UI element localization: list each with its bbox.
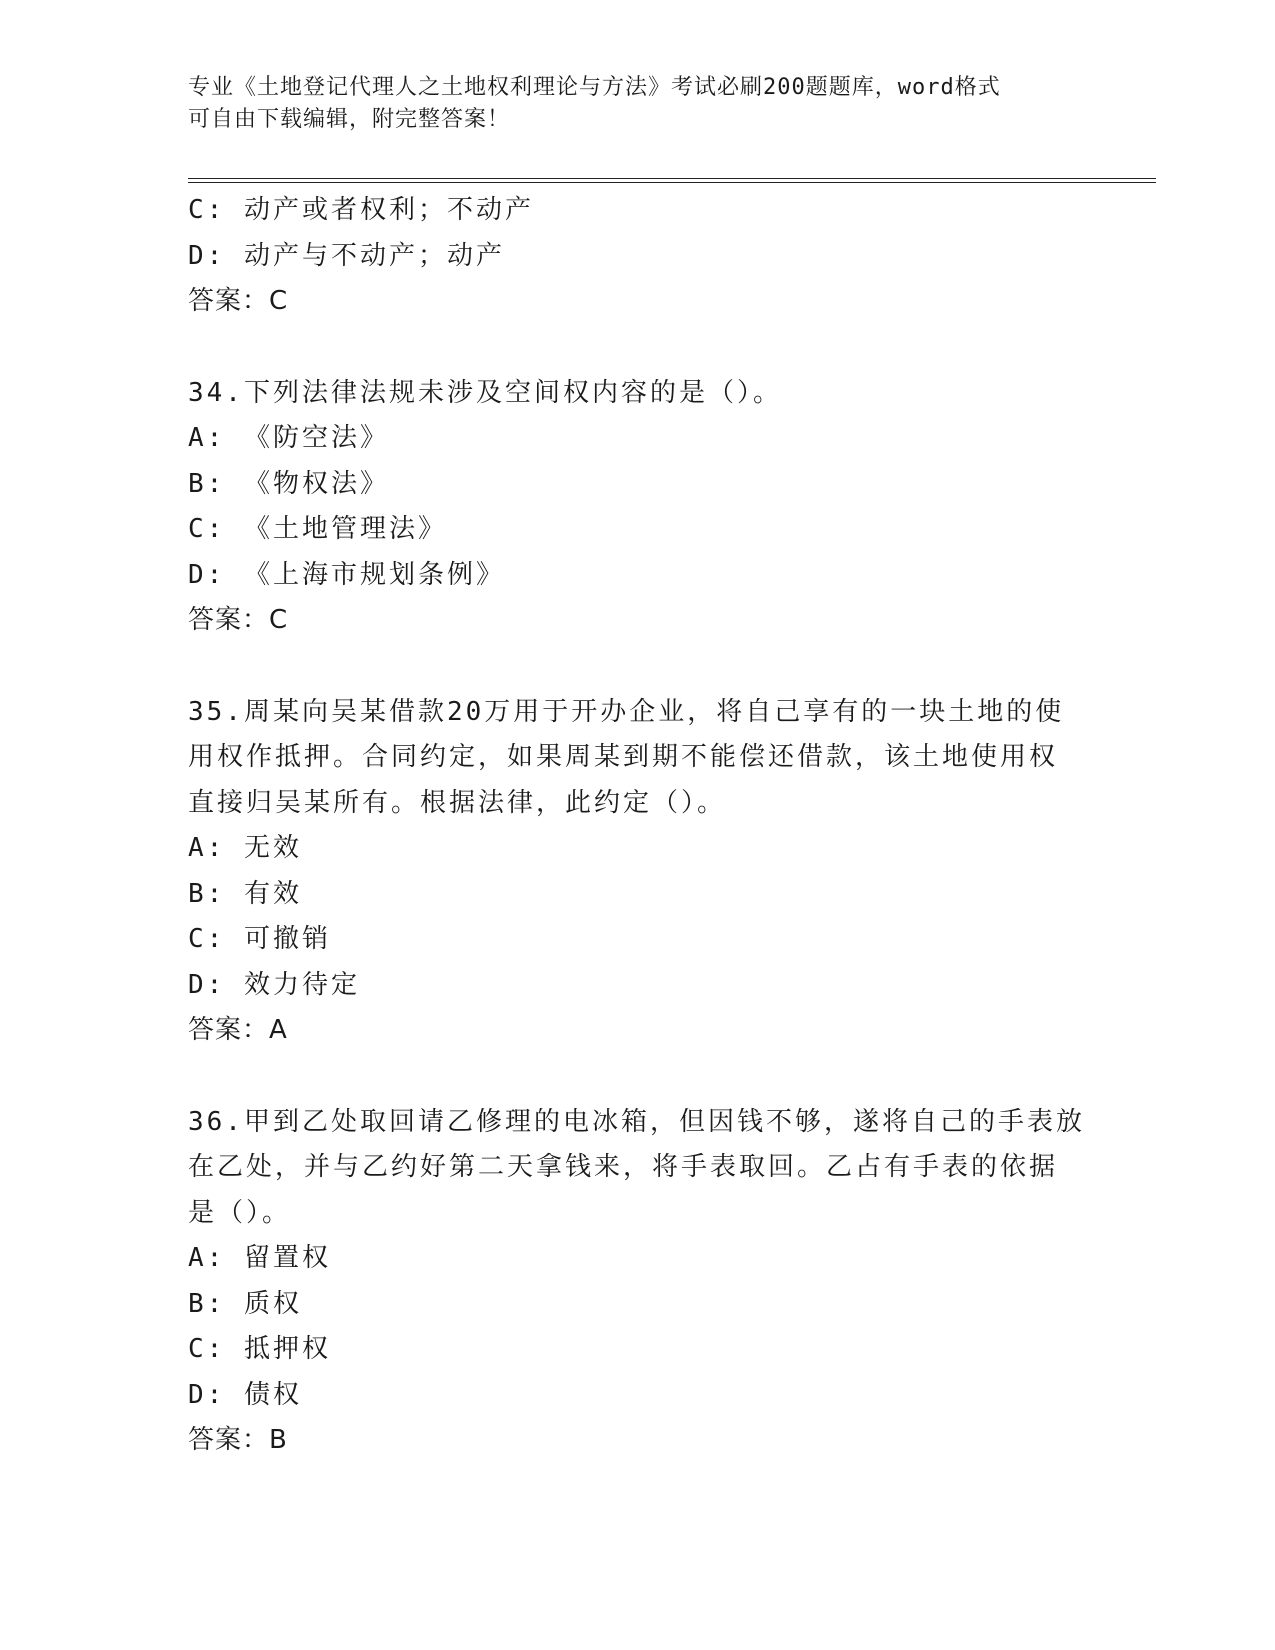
answer-line: 答案：C	[188, 605, 289, 635]
question-35	[188, 690, 1088, 1054]
option-d: D: 动产与不动产；动产	[188, 240, 505, 271]
option-c: C: 可撤销	[188, 924, 331, 954]
header-title-line-1: 专业《土地登记代理人之土地权利理论与方法》考试必刷200题题库，word格式	[188, 75, 1001, 100]
option-d: D: 效力待定	[188, 969, 360, 1000]
question-stem-line-1: 35.周某向吴某借款20万用于开办企业，将自己享有的一块土地的使	[188, 696, 1065, 727]
document-header	[188, 72, 1068, 136]
option-c: C: 《土地管理法》	[188, 514, 447, 544]
answer-line: 答案：B	[188, 1425, 288, 1455]
option-a: A: 无效	[188, 833, 302, 863]
question-36	[188, 1100, 1088, 1464]
option-c: C: 抵押权	[188, 1334, 331, 1364]
question-content	[188, 188, 1088, 1464]
option-b: B: 有效	[188, 878, 302, 909]
question-stem-line-3: 是（）。	[188, 1197, 292, 1228]
question-stem-line-1: 36.甲到乙处取回请乙修理的电冰箱，但因钱不够，遂将自己的手表放	[188, 1106, 1085, 1137]
option-d: D: 债权	[188, 1379, 302, 1410]
spacer	[188, 1054, 1088, 1100]
answer-line: 答案：C	[188, 286, 289, 316]
question-stem-line-2: 用权作抵押。合同约定，如果周某到期不能偿还借款，该土地使用权	[188, 742, 1059, 772]
answer-line: 答案：A	[188, 1015, 288, 1045]
spacer	[188, 644, 1088, 690]
option-a: A: 《防空法》	[188, 423, 389, 453]
question-34	[188, 371, 1088, 644]
header-title-line-2: 可自由下载编辑，附完整答案！	[188, 107, 511, 132]
option-c: C: 动产或者权利；不动产	[188, 195, 534, 225]
option-b: B: 《物权法》	[188, 468, 389, 499]
question-33-continuation	[188, 188, 1088, 325]
header-divider-bottom	[188, 182, 1156, 183]
header-divider-top	[188, 178, 1156, 179]
option-a: A: 留置权	[188, 1243, 331, 1273]
spacer	[188, 325, 1088, 371]
question-stem-line-2: 在乙处，并与乙约好第二天拿钱来，将手表取回。乙占有手表的依据	[188, 1152, 1059, 1182]
option-b: B: 质权	[188, 1288, 302, 1319]
option-d: D: 《上海市规划条例》	[188, 559, 505, 590]
question-stem-line-3: 直接归吴某所有。根据法律，此约定（）。	[188, 787, 727, 818]
question-stem: 34.下列法律法规未涉及空间权内容的是（）。	[188, 377, 782, 408]
